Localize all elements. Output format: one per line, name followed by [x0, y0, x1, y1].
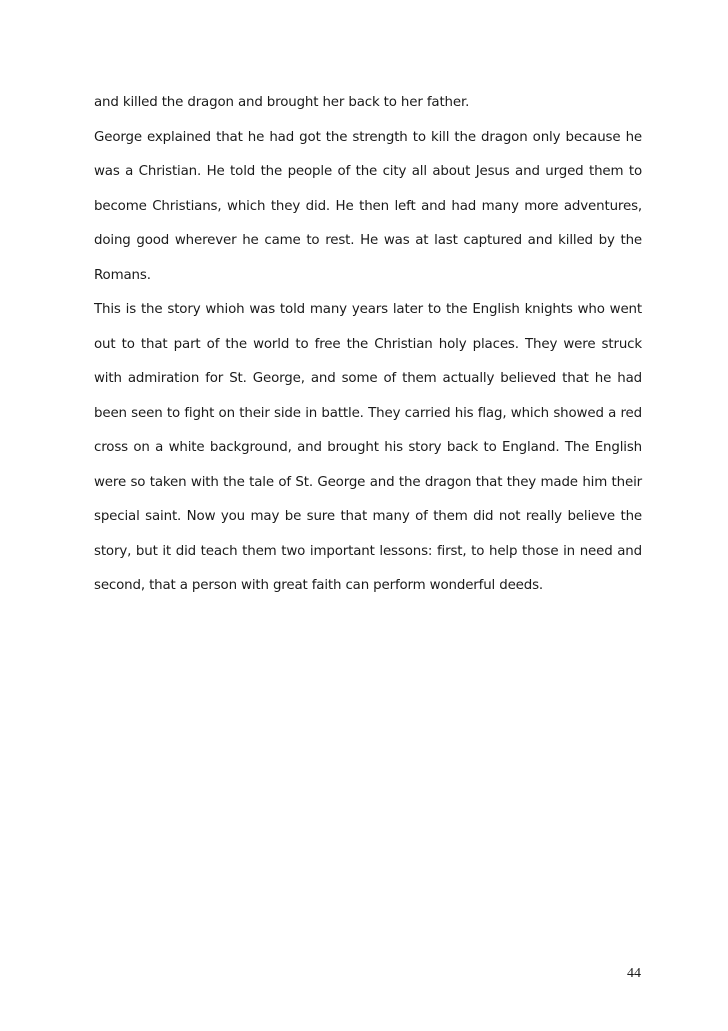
paragraph-2: George explained that he had got the strength to kill the dragon only because he was a Christian. He told the people of the city all about Jesus and urged them to become Christians, which they did. He then left and had many more adventures, doing good wherever he came to rest. He was at last captured and killed by the Romans.	[94, 129, 642, 283]
body-text	[94, 86, 642, 604]
paragraph-3: This is the story whioh was told many years later to the English knights who went out to that part of the world to free the Christian holy places. They were struck with admiration for St. George, and some of them actually believed that he had been seen to fight on their side in battle. They carried his flag, which showed a red cross on a white background, and brought his story back to England. The English were so taken with the tale of St. George and the dragon that they made him their special saint. Now you may be sure that many of them did not really believe the story, but it did teach them two important lessons: first, to help those in need and second, that a person with great faith can perform wonderful deeds.	[94, 302, 642, 593]
page-number: 44	[627, 966, 641, 981]
paragraph-1: and killed the dragon and brought her back to her father.	[94, 95, 470, 110]
